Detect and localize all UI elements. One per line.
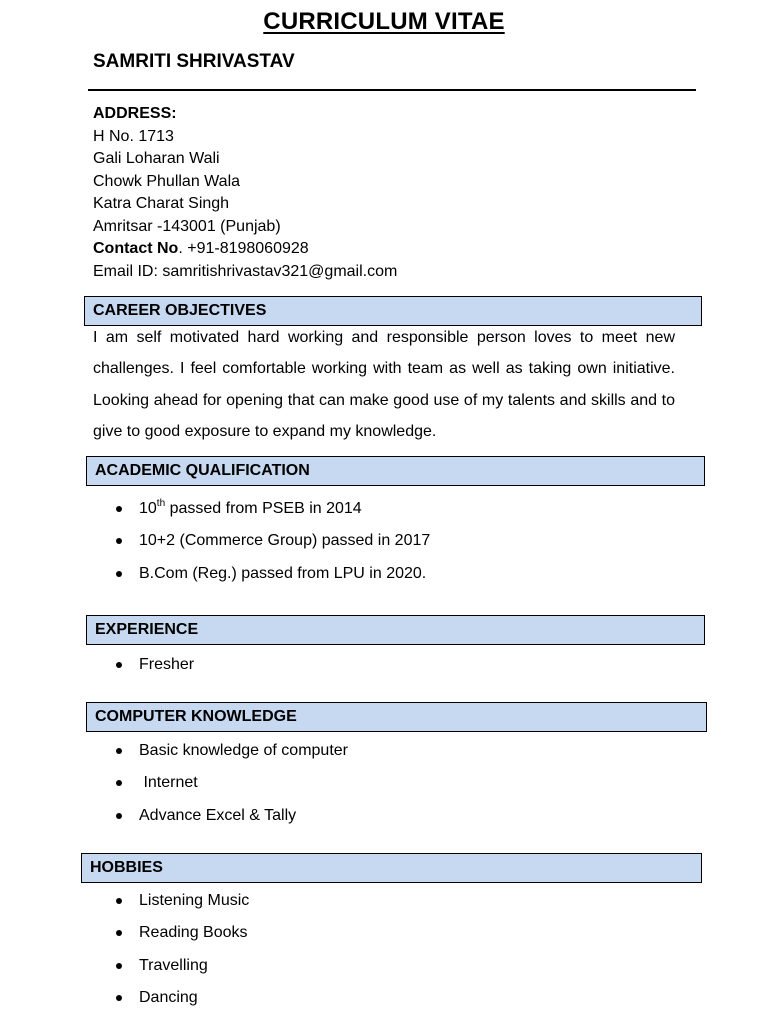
list-item-text: Advance Excel & Tally (139, 806, 297, 824)
list-item-text: Internet (139, 774, 198, 792)
bullet-icon (116, 506, 122, 512)
computer-knowledge-heading: COMPUTER KNOWLEDGE (86, 702, 707, 732)
list-item (93, 806, 348, 838)
bullet-icon (116, 748, 122, 754)
bullet-icon (116, 780, 122, 786)
bullet-icon (116, 571, 122, 577)
bullet-icon (116, 963, 122, 969)
list-item (93, 655, 194, 687)
document-title: CURRICULUM VITAE (263, 8, 505, 35)
contact-number: . +91-8198060928 (178, 240, 309, 257)
list-item-text: Reading Books (139, 924, 248, 942)
list-item (93, 741, 348, 773)
list-item (93, 773, 348, 805)
address-line: H No. 1713 (93, 127, 174, 145)
list-item (93, 564, 430, 596)
academic-list (93, 499, 430, 596)
experience-list (93, 655, 194, 687)
bullet-icon (116, 995, 122, 1001)
list-item-text: Fresher (139, 656, 195, 673)
bullet-icon (116, 538, 122, 544)
computer-knowledge-list (93, 741, 348, 838)
hobbies-heading: HOBBIES (81, 853, 702, 883)
bullet-icon (116, 930, 122, 936)
list-item-text: Basic knowledge of computer (139, 742, 348, 759)
name-divider (88, 89, 696, 91)
career-objectives-heading: CAREER OBJECTIVES (84, 296, 702, 326)
academic-qualification-heading: ACADEMIC QUALIFICATION (86, 456, 705, 486)
list-item-text: Travelling (139, 956, 208, 974)
list-item (93, 531, 430, 563)
list-item-text: Dancing (139, 988, 198, 1006)
email-line: Email ID: samritishrivastav321@gmail.com (93, 262, 398, 280)
superscript: th (156, 498, 166, 509)
address-line: Chowk Phullan Wala (93, 172, 241, 190)
address-heading: ADDRESS: (93, 105, 177, 122)
list-item (93, 988, 249, 1020)
address-block (93, 103, 397, 283)
list-item-text: 10 (139, 500, 157, 517)
address-line: Amritsar -143001 (Punjab) (93, 217, 281, 235)
list-item (93, 891, 249, 923)
bullet-icon (116, 898, 122, 904)
list-item (93, 923, 249, 955)
contact-line (93, 238, 397, 261)
bullet-icon (116, 813, 122, 819)
address-line: Gali Loharan Wali (93, 150, 220, 167)
career-objectives-text: I am self motivated hard working and responsible person loves to meet new challenges. I feel comfortable working with team as well as taking own initiative. Looking ahead for opening that can make good use of my talents and skills and to give to good exposure to expand my knowledge. (93, 329, 675, 440)
candidate-name: SAMRITI SHRIVASTAV (93, 51, 295, 72)
list-item-text: Listening Music (139, 892, 250, 909)
experience-heading: EXPERIENCE (86, 615, 705, 645)
list-item (93, 956, 249, 988)
hobbies-list (93, 891, 249, 1020)
bullet-icon (116, 662, 122, 668)
list-item-text: passed from PSEB in 2014 (165, 500, 362, 517)
list-item-text: B.Com (Reg.) passed from LPU in 2020. (139, 564, 427, 582)
address-line: Katra Charat Singh (93, 195, 230, 212)
list-item-text: 10+2 (Commerce Group) passed in 2017 (139, 532, 431, 550)
list-item (93, 499, 430, 531)
contact-label: Contact No (93, 240, 179, 257)
